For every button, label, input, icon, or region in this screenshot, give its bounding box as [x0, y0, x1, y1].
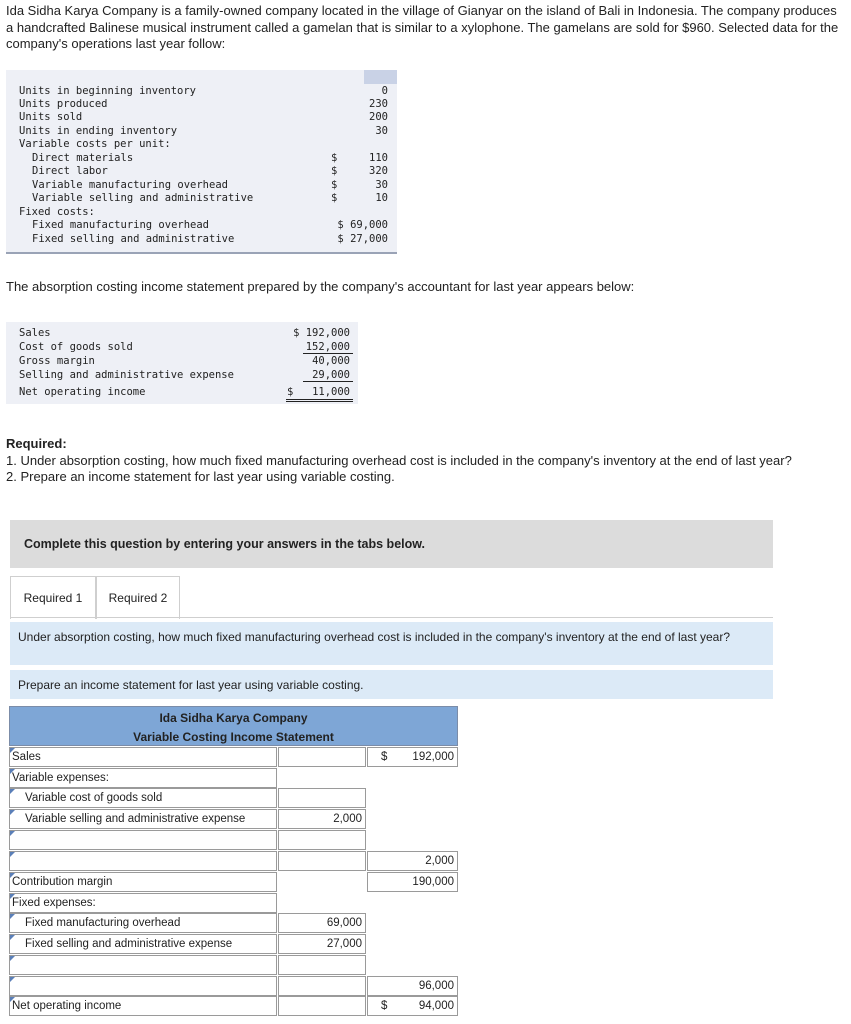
tab-required-1[interactable]: Required 1	[10, 576, 96, 619]
abs-value-gross-margin: 40,000	[312, 355, 350, 367]
required-item-2: 2. Prepare an income statement for last year using variable costing.	[6, 469, 395, 484]
noi-dollar-sign: $	[381, 1000, 388, 1012]
total-fixed-label[interactable]	[9, 976, 277, 996]
abs-value-sga: 29,000	[312, 369, 350, 381]
dollar-direct-materials: $	[331, 152, 338, 164]
question-required-2: Prepare an income statement for last year using variable costing.	[10, 670, 773, 699]
abs-value-noi: 11,000	[312, 386, 350, 398]
value-variable-mfg-overhead: 30	[375, 179, 388, 191]
sales-amount-input[interactable]	[367, 747, 458, 767]
statement-header	[9, 706, 458, 746]
noi-col1-input[interactable]	[278, 996, 366, 1016]
blank-row-label-1[interactable]	[9, 830, 277, 850]
tab-required-2[interactable]: Required 2	[96, 576, 180, 619]
sales-dollar-sign: $	[381, 751, 388, 763]
value-direct-labor: 320	[369, 165, 388, 177]
value-ending-inventory: 30	[375, 125, 388, 137]
data-panel-header	[364, 70, 397, 84]
label-direct-labor: Direct labor	[32, 165, 108, 177]
total-fixed-expenses-input[interactable]: 96,000	[367, 976, 458, 996]
label-units-produced: Units produced	[19, 98, 108, 110]
fixed-mfg-overhead-label: Fixed manufacturing overhead	[9, 913, 277, 933]
blank-row-label-2[interactable]	[9, 955, 277, 975]
total-variable-col1-input[interactable]	[278, 851, 366, 871]
net-operating-income-input[interactable]	[367, 996, 458, 1016]
dollar-variable-selling-admin: $	[331, 192, 338, 204]
abs-label-noi: Net operating income	[19, 386, 146, 398]
abs-label-cogs: Cost of goods sold	[19, 341, 133, 353]
contribution-margin-input[interactable]: 190,000	[367, 872, 458, 892]
fixed-expenses-label: Fixed expenses:	[9, 893, 277, 913]
total-variable-expenses-input[interactable]: 2,000	[367, 851, 458, 871]
total-variable-label[interactable]	[9, 851, 277, 871]
value-units-produced: 230	[369, 98, 388, 110]
absorption-intro-text: The absorption costing income statement prepared by the company's accountant for last year appears below:	[6, 279, 635, 294]
value-units-sold: 200	[369, 111, 388, 123]
variable-cogs-label: Variable cost of goods sold	[9, 788, 277, 808]
dollar-variable-mfg-overhead: $	[331, 179, 338, 191]
variable-sga-input[interactable]: 2,000	[278, 809, 366, 829]
abs-value-sales: $ 192,000	[293, 327, 350, 339]
label-units-sold: Units sold	[19, 111, 83, 123]
label-variable-selling-admin: Variable selling and administrative	[32, 192, 254, 204]
abs-label-sales: Sales	[19, 327, 51, 339]
value-direct-materials: 110	[369, 152, 388, 164]
noi-amount-value: 94,000	[418, 1000, 454, 1012]
abs-label-gross-margin: Gross margin	[19, 355, 95, 367]
contribution-margin-label: Contribution margin	[9, 872, 277, 892]
abs-value-cogs: 152,000	[305, 341, 350, 353]
sales-amount-value: 192,000	[412, 751, 454, 763]
net-operating-income-label: Net operating income	[9, 996, 277, 1016]
abs-dollar-noi: $	[287, 386, 294, 398]
fixed-mfg-overhead-input[interactable]: 69,000	[278, 913, 366, 933]
required-heading: Required:	[6, 436, 67, 451]
value-variable-selling-admin: 10	[375, 192, 388, 204]
blank-row-input-2[interactable]	[278, 955, 366, 975]
abs-label-sga: Selling and administrative expense	[19, 369, 234, 381]
sales-label: Sales	[9, 747, 277, 767]
sales-amount-col1-input[interactable]	[278, 747, 366, 767]
label-ending-inventory: Units in ending inventory	[19, 125, 178, 137]
required-item-1: 1. Under absorption costing, how much fixed manufacturing overhead cost is included in the company's inventory at the end of last year?	[6, 452, 792, 468]
value-fixed-selling-admin: $ 27,000	[337, 233, 388, 245]
fixed-sga-label: Fixed selling and administrative expense	[9, 934, 277, 954]
variable-cogs-input[interactable]	[278, 788, 366, 808]
question-required-1: Under absorption costing, how much fixed manufacturing overhead cost is included in the company's inventory at the end of last year?	[10, 622, 773, 665]
statement-title: Variable Costing Income Statement	[133, 730, 334, 744]
required-section	[6, 436, 836, 486]
label-fixed-costs-header: Fixed costs:	[19, 206, 95, 218]
value-beginning-inventory: 0	[381, 85, 388, 97]
variable-sga-label: Variable selling and administrative expense	[9, 809, 277, 829]
blank-row-input-1[interactable]	[278, 830, 366, 850]
instruction-banner: Complete this question by entering your answers in the tabs below.	[10, 520, 773, 568]
variable-costing-statement	[9, 706, 458, 1017]
statement-company-name: Ida Sidha Karya Company	[159, 711, 308, 725]
label-beginning-inventory: Units in beginning inventory	[19, 85, 197, 97]
label-variable-costs-header: Variable costs per unit:	[19, 138, 171, 150]
intro-paragraph: Ida Sidha Karya Company is a family-owned company located in the village of Gianyar on the island of Bali in Indonesia. The company produces a handcrafted Balinese musical instrument called a gamelan that is similar to a xylophone. The gamelans are sold for $960. Selected data for the company's operations last year follow:	[6, 3, 839, 51]
dollar-direct-labor: $	[331, 165, 338, 177]
fixed-sga-input[interactable]: 27,000	[278, 934, 366, 954]
label-variable-mfg-overhead: Variable manufacturing overhead	[32, 179, 228, 191]
label-fixed-mfg-overhead: Fixed manufacturing overhead	[32, 219, 210, 231]
variable-expenses-label: Variable expenses:	[9, 768, 277, 788]
label-direct-materials: Direct materials	[32, 152, 134, 164]
value-fixed-mfg-overhead: $ 69,000	[337, 219, 388, 231]
label-fixed-selling-admin: Fixed selling and administrative	[32, 233, 235, 245]
total-fixed-col1-input[interactable]	[278, 976, 366, 996]
